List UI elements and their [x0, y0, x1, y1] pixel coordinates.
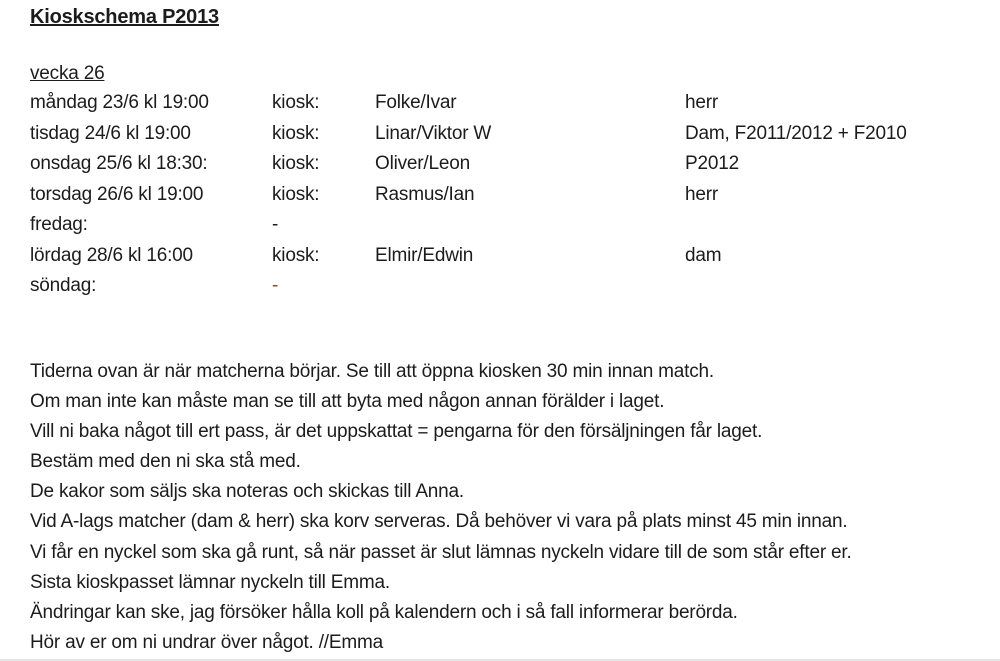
- table-row: [30, 88, 975, 119]
- event-cell: herr: [685, 92, 718, 114]
- kiosk-cell: -: [272, 275, 279, 297]
- note-line: Om man inte kan måste man se till att byta med någon annan förälder i laget.: [30, 391, 665, 413]
- note-line: Vi får en nyckel som ska gå runt, så när passet är slut lämnas nyckeln vidare till de som står efter er.: [30, 541, 852, 563]
- staff-cell: Linar/Viktor W: [375, 122, 492, 144]
- note-line: Bestäm med den ni ska stå med.: [30, 451, 301, 473]
- note-line: De kakor som säljs ska noteras och skickas till Anna.: [30, 481, 464, 503]
- table-row: [30, 210, 975, 241]
- day-cell: lördag 28/6 kl 16:00: [30, 244, 193, 266]
- page-title: Kioskschema P2013: [30, 6, 219, 28]
- kiosk-cell: kiosk:: [272, 122, 320, 144]
- staff-cell: Elmir/Edwin: [375, 244, 474, 266]
- note-line: Vill ni baka något till ert pass, är det uppskattat = pengarna för den försäljningen får laget.: [30, 421, 763, 443]
- table-row: [30, 180, 975, 211]
- schedule-table: [30, 88, 975, 302]
- staff-cell: Oliver/Leon: [375, 153, 470, 175]
- kiosk-cell: -: [272, 214, 279, 236]
- staff-cell: Folke/Ivar: [375, 92, 457, 114]
- day-cell: onsdag 25/6 kl 18:30:: [30, 153, 208, 175]
- kiosk-cell: kiosk:: [272, 244, 320, 266]
- table-row: [30, 271, 975, 302]
- note-line: Tiderna ovan är när matcherna börjar. Se till att öppna kiosken 30 min innan match.: [30, 361, 714, 382]
- notes-paragraph: [30, 357, 980, 658]
- table-row: [30, 241, 975, 272]
- day-cell: fredag:: [30, 214, 88, 236]
- kiosk-cell: kiosk:: [272, 92, 320, 114]
- note-line: Sista kioskpasset lämnar nyckeln till Emma.: [30, 571, 390, 593]
- day-cell: söndag:: [30, 275, 97, 297]
- event-cell: dam: [685, 244, 722, 266]
- kiosk-cell: kiosk:: [272, 183, 320, 205]
- day-cell: måndag 23/6 kl 19:00: [30, 92, 209, 114]
- note-line: Ändringar kan ske, jag försöker hålla koll på kalendern och i så fall informerar berörda.: [30, 601, 738, 623]
- table-row: [30, 119, 975, 150]
- note-line: Vid A-lags matcher (dam & herr) ska korv serveras. Då behöver vi vara på plats minst 45 min innan.: [30, 511, 848, 533]
- staff-cell: Rasmus/Ian: [375, 183, 475, 205]
- kiosk-cell: kiosk:: [272, 153, 320, 175]
- week-label: vecka 26: [30, 63, 105, 84]
- event-cell: herr: [685, 183, 718, 205]
- day-cell: torsdag 26/6 kl 19:00: [30, 183, 204, 205]
- event-cell: P2012: [685, 153, 739, 175]
- day-cell: tisdag 24/6 kl 19:00: [30, 122, 191, 144]
- table-row: [30, 149, 975, 180]
- event-cell: Dam, F2011/2012 + F2010: [685, 122, 907, 144]
- note-line: Hör av er om ni undrar över något. //Emma: [30, 631, 383, 653]
